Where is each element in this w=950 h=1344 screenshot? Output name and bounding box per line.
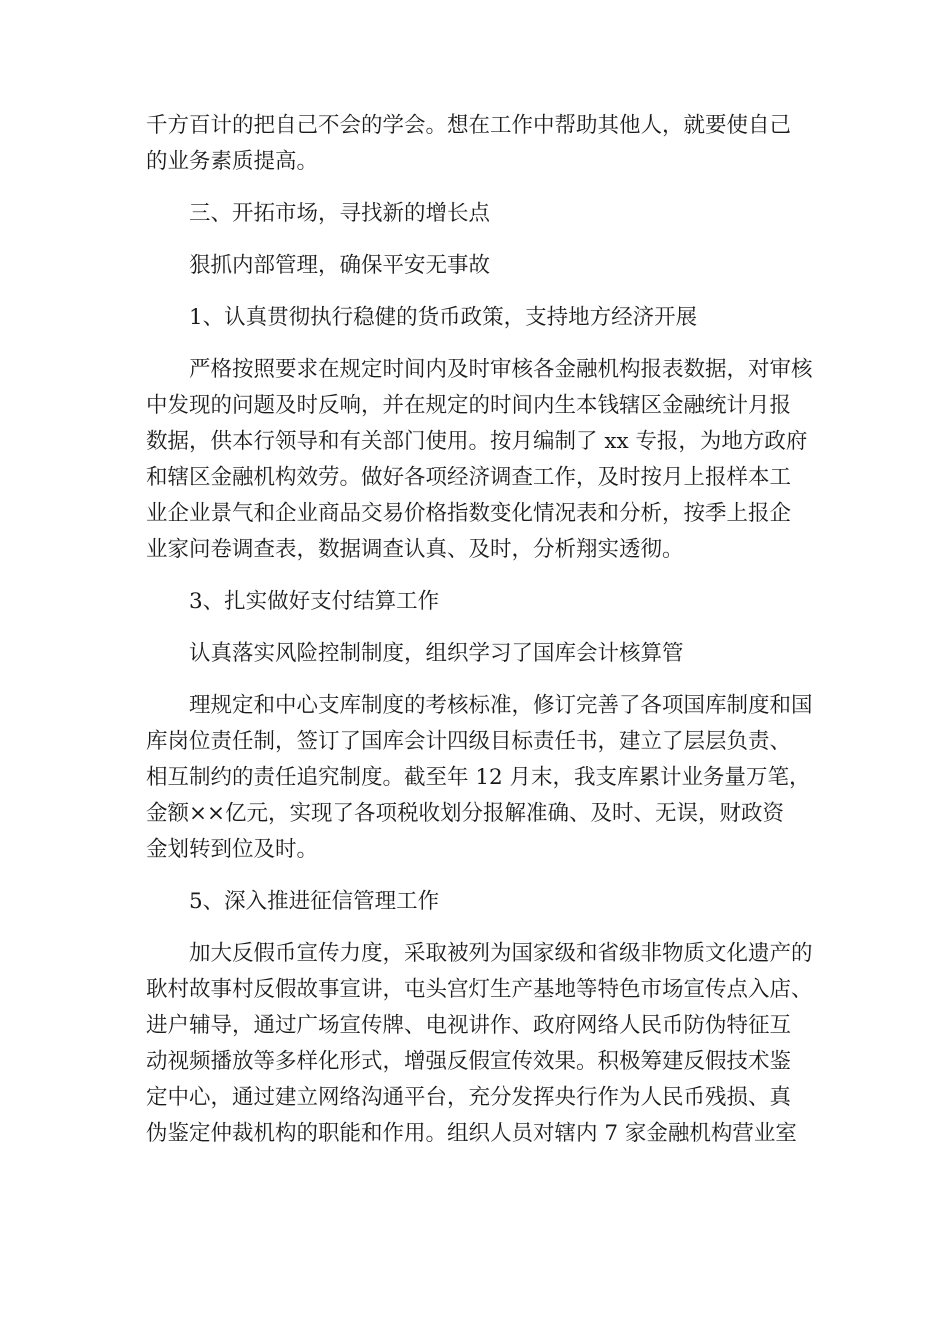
- text-line: 严格按照要求在规定时间内及时审核各金融机构报表数据，对审核: [189, 357, 813, 382]
- text-line: 3、扎实做好支付结算工作: [189, 589, 440, 614]
- text-line: 的业务素质提高。: [146, 149, 319, 174]
- paragraph: [146, 352, 813, 568]
- text-line: 耿村故事村反假故事宣讲，屯头宫灯生产基地等特色市场宣传点入店、: [146, 977, 813, 1002]
- text-line: 业企业景气和企业商品交易价格指数变化情况表和分析，按季上报企: [146, 501, 792, 526]
- text-line: 库岗位责任制，签订了国库会计四级目标责任书，建立了层层负责、: [146, 729, 792, 754]
- paragraph: [146, 936, 813, 1152]
- paragraph: [146, 108, 806, 180]
- text-line: 理规定和中心支库制度的考核标准，修订完善了各项国库制度和国: [189, 693, 813, 718]
- text-line: 动视频播放等多样化形式，增强反假宣传效果。积极筹建反假技术鉴: [146, 1049, 792, 1074]
- text-line: 千方百计的把自己不会的学会。想在工作中帮助其他人，就要使自己: [146, 113, 792, 138]
- paragraph: [146, 636, 806, 672]
- paragraph: [146, 248, 806, 284]
- text-line: 三、开拓市场，寻找新的增长点: [189, 201, 491, 226]
- document-page: [146, 108, 813, 1152]
- text-line: 伪鉴定仲裁机构的职能和作用。组织人员对辖内 7 家金融机构营业室: [146, 1121, 797, 1146]
- text-line: 数据，供本行领导和有关部门使用。按月编制了 xx 专报，为地方政府: [146, 429, 808, 454]
- text-line: 业家问卷调查表，数据调查认真、及时，分析翔实透彻。: [146, 537, 684, 562]
- section-heading: [146, 584, 806, 620]
- text-line: 相互制约的责任追究制度。截至年 12 月末，我支库累计业务量万笔，: [146, 765, 811, 790]
- text-line: 金划转到位及时。: [146, 837, 319, 862]
- text-line: 定中心，通过建立网络沟通平台，充分发挥央行作为人民币残损、真: [146, 1085, 792, 1110]
- text-line: 狠抓内部管理，确保平安无事故: [189, 253, 491, 278]
- text-line: 进户辅导，通过广场宣传牌、电视讲作、政府网络人民币防伪特征互: [146, 1013, 792, 1038]
- text-line: 1、认真贯彻执行稳健的货币政策，支持地方经济开展: [189, 305, 698, 330]
- paragraph: [146, 688, 813, 868]
- text-line: 加大反假币宣传力度，采取被列为国家级和省级非物质文化遗产的: [189, 941, 813, 966]
- section-heading: [146, 300, 806, 336]
- section-heading: [146, 884, 806, 920]
- text-line: 金额××亿元，实现了各项税收划分报解准确、及时、无误，财政资: [146, 801, 785, 826]
- text-line: 认真落实风险控制制度，组织学习了国库会计核算管: [189, 641, 684, 666]
- text-line: 5、深入推进征信管理工作: [189, 889, 440, 914]
- section-heading: [146, 196, 806, 232]
- text-line: 中发现的问题及时反响，并在规定的时间内生本钱辖区金融统计月报: [146, 393, 792, 418]
- text-line: 和辖区金融机构效劳。做好各项经济调查工作，及时按月上报样本工: [146, 465, 792, 490]
